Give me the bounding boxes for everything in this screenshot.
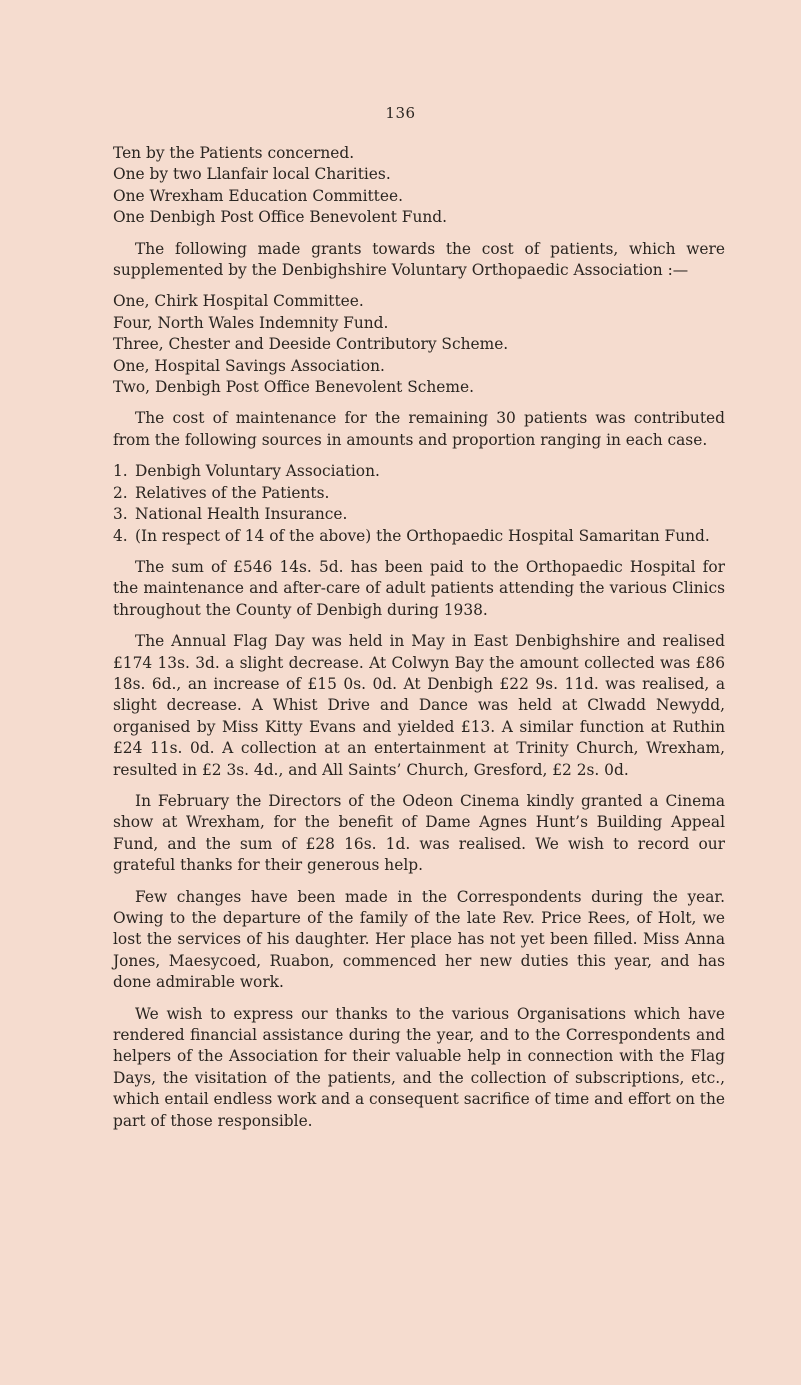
source-number: 1. — [113, 462, 128, 481]
source-item — [113, 526, 725, 547]
grant-line: Four, North Wales Indemnity Fund. — [113, 313, 389, 332]
source-item — [113, 461, 725, 482]
grant-line: One, Hospital Savings Association. — [113, 356, 385, 375]
maintenance-paragraph: The cost of maintenance for the remaining 30 patients was contributed from the following sources in amounts and proportion ranging in each case. — [113, 409, 725, 449]
source-item — [113, 483, 725, 504]
source-text: (In respect of 14 of the above) the Orthopaedic Hospital Samaritan Fund. — [135, 526, 710, 545]
grant-line: Two, Denbigh Post Office Benevolent Scheme. — [113, 378, 474, 397]
grant-line: One, Chirk Hospital Committee. — [113, 292, 364, 311]
contributor-line: Ten by the Patients concerned. — [113, 144, 355, 162]
correspondents-paragraph: Few changes have been made in the Correspondents during the year. Owing to the departure of the family of the late Rev. Price Rees, of Holt, we lost the services of his daughter. Her place has not yet been filled. Miss Anna Jones, Maesycoed, Ruabon, commenced her new duties this year, and has done admirable work. — [113, 887, 725, 992]
cinema-paragraph: In February the Directors of the Odeon Cinema kindly granted a Cinema show at Wrexham, for the benefit of Dame Agnes Hunt’s Building Appeal Fund, and the sum of £28 16s. 1d. was realised. We wish to record our grateful thanks for their generous help. — [113, 791, 725, 875]
contributor-line: One Wrexham Education Committee. — [113, 186, 403, 205]
source-number: 2. — [113, 483, 128, 502]
page-number: 136 — [385, 104, 416, 122]
source-text: Denbigh Voluntary Association. — [135, 462, 380, 481]
source-item — [113, 504, 725, 525]
source-text: National Health Insurance. — [135, 505, 348, 524]
source-number: 3. — [113, 505, 128, 524]
sum-paragraph: The sum of £546 14s. 5d. has been paid to the Orthopaedic Hospital for the maintenance and after-care of adult patients attending the various Clinics throughout the County of Denbigh during 1938. — [113, 557, 725, 619]
flag-day-paragraph: The Annual Flag Day was held in May in East Denbighshire and realised £174 13s. 3d. a slight decrease. At Colwyn Bay the amount collected was £86 18s. 6d., an increase of £15 0s. 0d. At Denbigh £22 9s. 11d. was realised, a slight decrease. A Whist Drive and Dance was held at Clwadd Newydd, organised by Miss Kitty Evans and yielded £13. A similar function at Ruthin £24 11s. 0d. A collection at an entertainment at Trinity Church, Wrexham, resulted in £2 3s. 4d., and All Saints’ Church, Gresford, £2 2s. 0d. — [113, 632, 725, 779]
body-text — [113, 143, 725, 1132]
grant-line: Three, Chester and Deeside Contributory Scheme. — [113, 335, 509, 354]
source-number: 4. — [113, 526, 128, 545]
contributor-line: One Denbigh Post Office Benevolent Fund. — [113, 208, 448, 227]
grants-paragraph: The following made grants towards the cost of patients, which were supplemented by the Denbighshire Voluntary Orthopaedic Association :— — [113, 239, 725, 280]
contributor-line: One by two Llanfair local Charities. — [113, 165, 391, 184]
thanks-paragraph: We wish to express our thanks to the various Organisations which have rendered financial assistance during the year, and to the Correspondents and helpers of the Association for their valuable help in connection with the Flag Days, the visitation of the patients, and the collection of subscriptions, etc., which entail endless work and a consequent sacrifice of time and effort on the part of those responsible. — [113, 1004, 725, 1130]
source-text: Relatives of the Patients. — [135, 483, 330, 502]
